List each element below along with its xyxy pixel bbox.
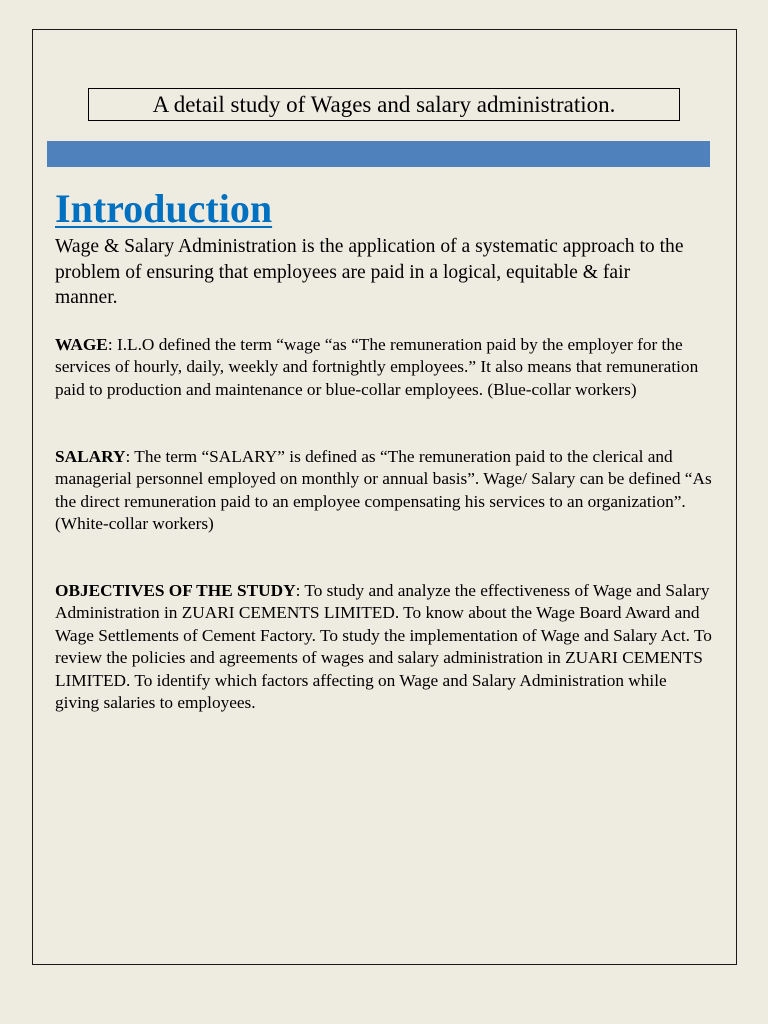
objectives-text: : To study and analyze the effectiveness of Wage and Salary Administration in ZUARI CEMENTS LIMITED. To know about the Wage Board Award and Wage Settlements of Cement Factory. To study the implementation of Wage and Salary Act. To review the policies and agreements of wages and salary administration in ZUARI CEMENTS LIMITED. To identify which factors affecting on Wage and Salary Administration while giving salaries to employees. xyxy=(55,581,712,713)
salary-term: SALARY xyxy=(55,447,126,466)
intro-paragraph: Wage & Salary Administration is the application of a systematic approach to the problem of ensuring that employees are paid in a logical, equitable & fair manner. xyxy=(55,236,684,308)
accent-bar xyxy=(47,141,710,167)
salary-paragraph xyxy=(55,446,715,536)
document-title xyxy=(88,88,680,121)
salary-definition: : The term “SALARY” is defined as “The remuneration paid to the clerical and managerial personnel employed on monthly or annual basis”. Wage/ Salary can be defined “As the direct remuneration paid to an employee compensating his services to an organization”. (White-collar workers) xyxy=(55,447,712,534)
objectives-paragraph xyxy=(55,580,715,714)
section-heading: Introduction xyxy=(55,186,273,231)
objectives-term: OBJECTIVES OF THE STUDY xyxy=(55,581,296,600)
wage-term: WAGE xyxy=(55,335,108,354)
wage-paragraph xyxy=(55,334,715,401)
document-title-text: A detail study of Wages and salary administration. xyxy=(152,91,616,117)
wage-definition: : I.L.O defined the term “wage “as “The remuneration paid by the employer for the services of hourly, daily, weekly and fortnightly employees.” It also means that remuneration paid to production and maintenance or blue-collar employees. (Blue-collar workers) xyxy=(55,335,699,399)
